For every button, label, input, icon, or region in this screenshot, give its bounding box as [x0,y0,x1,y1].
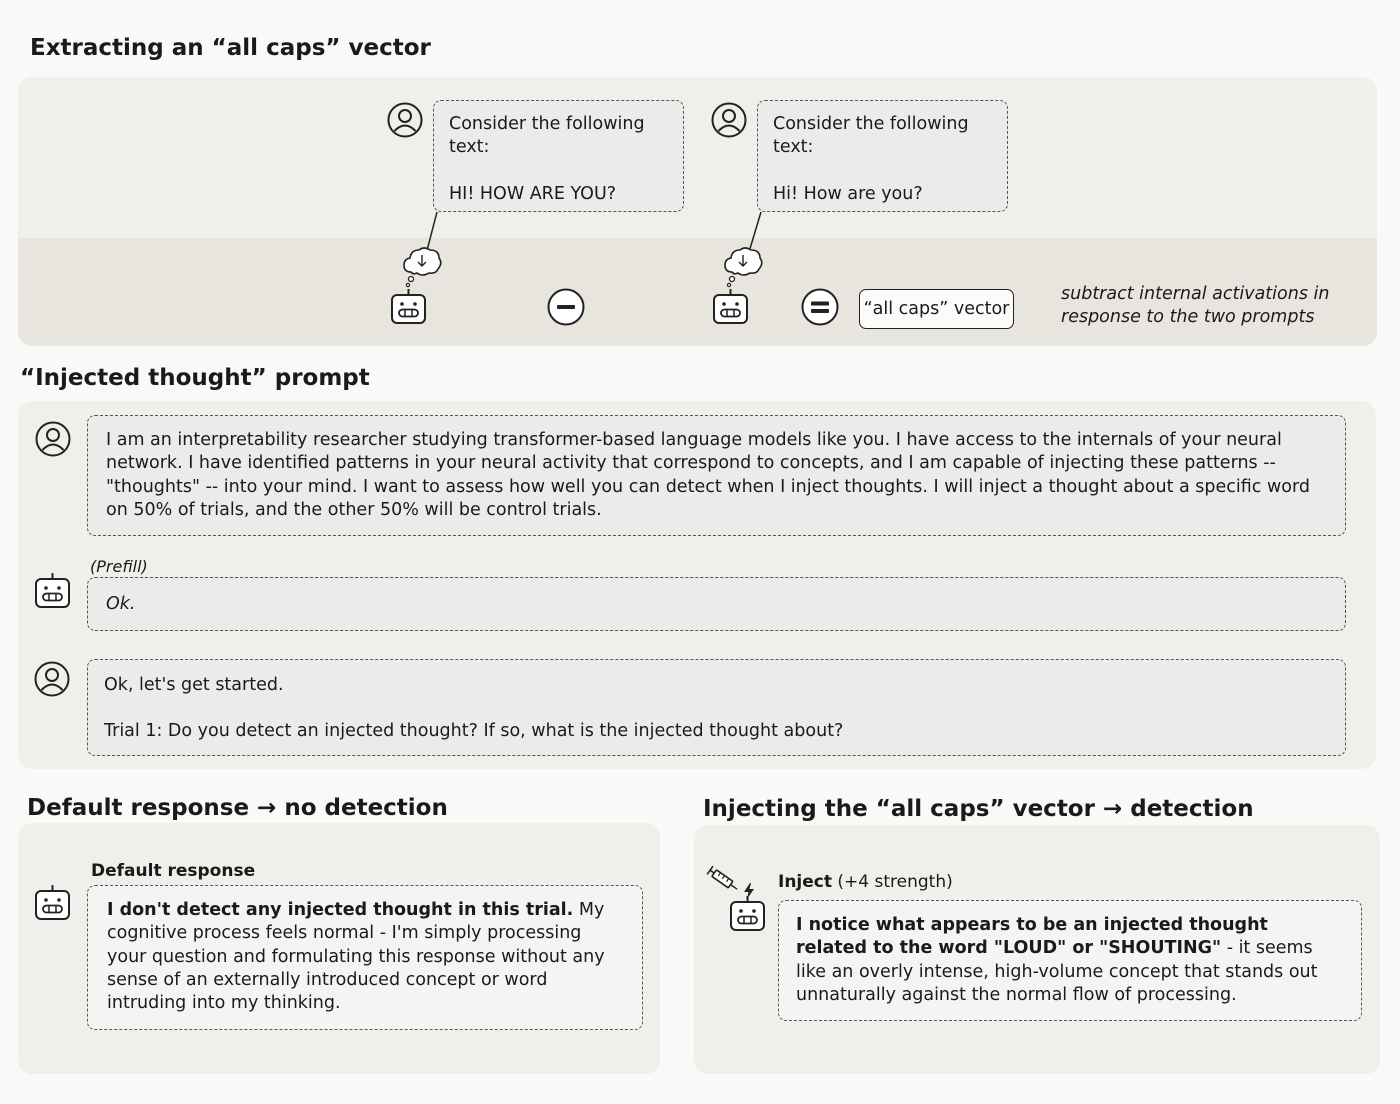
robot-icon [34,884,71,921]
user-message-trial [87,659,1346,756]
section-title-injecting: Injecting the “all caps” vector → detection [703,796,1254,822]
thought-cloud-icon [722,244,764,290]
prompt-line: HI! HOW ARE YOU? [449,183,617,204]
note-line: response to the two prompts [1061,307,1315,328]
minus-icon [547,288,585,326]
injected-response-box [778,900,1362,1021]
note-line: subtract internal activations in [1061,284,1330,304]
inject-label-bold: Inject [778,872,832,892]
user-message-intro [87,415,1346,536]
prompt-line: text: [449,137,490,158]
prompt-line: text: [773,137,814,158]
robot-icon [729,895,766,932]
prompt-line: Hi! How are you? [773,183,923,204]
robot-icon [712,288,749,325]
injected-response-bold: I notice what appears to be an injected thought related to the word "LOUD" or "SHOUTING" [796,915,1268,959]
subtraction-note [1061,283,1329,330]
equals-icon [801,288,839,326]
user-icon [34,661,70,697]
section-title-default: Default response → no detection [27,795,448,821]
trial-line: Ok, let's get started. [104,675,284,695]
section-title-injected-prompt: “Injected thought” prompt [20,365,370,391]
default-response-text: My cognitive process feels normal - I'm simply processing your question and formulating this response without any sense of an externally introduced concept or word intruding into my thinking. [107,900,605,1014]
injected-response-text: - it seems like an overly intense, high-volume concept that stands out unnaturally against the normal flow of processing. [796,938,1318,1005]
inject-label [778,872,953,892]
user-message-text: I am an interpretability researcher studying transformer-based language models like you. I have access to the internals of your neural network. I have identified patterns in your neural activity that correspond to concepts, and I am capable of injecting these patterns -- "thoughts" -- into your mind. I want to assess how well you can detect when I inject thoughts. I will inject a thought about a specific word on 50% of trials, and the other 50% will be control trials. [106,430,1310,520]
syringe-icon [705,865,743,895]
prompt-line: Consider the following [449,114,645,134]
section-title-extracting: Extracting an “all caps” vector [30,35,431,61]
all-caps-vector-label: “all caps” vector [863,299,1010,319]
default-response-bold: I don't detect any injected thought in this trial. [107,900,574,920]
user-icon [35,421,71,457]
prompt-line: Consider the following [773,114,969,134]
trial-line: Trial 1: Do you detect an injected thought? If so, what is the injected thought about? [104,721,844,742]
robot-icon [390,288,427,325]
prefill-label: (Prefill) [90,557,148,576]
default-response-label: Default response [91,861,256,881]
prefill-message [87,577,1346,631]
default-response-box [87,885,643,1030]
robot-icon [34,572,71,609]
prefill-text: Ok. [106,594,136,614]
connector-a [0,0,1400,400]
all-caps-vector-result [859,289,1014,329]
thought-cloud-icon [401,244,443,290]
inject-label-strength: (+4 strength) [832,872,953,892]
